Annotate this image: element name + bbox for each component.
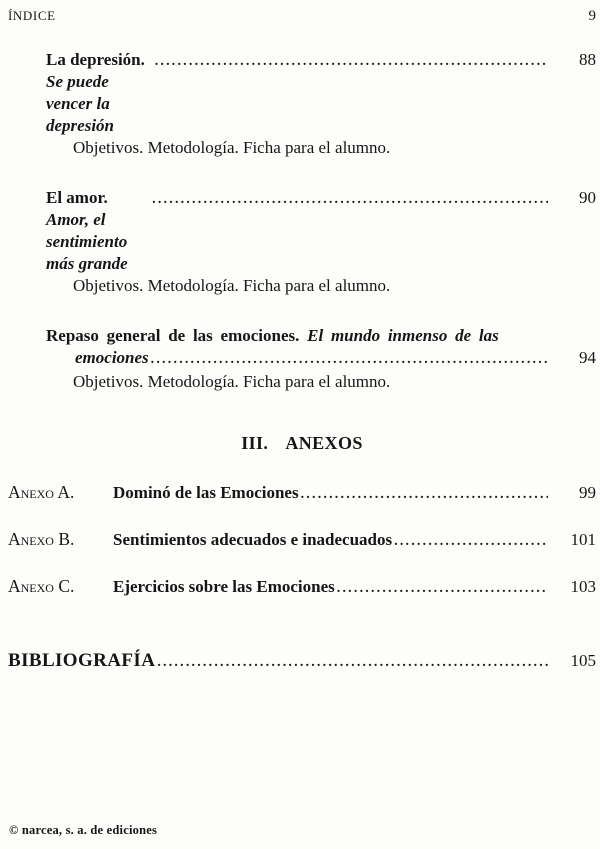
copyright-notice: © narcea, s. a. de ediciones: [9, 823, 158, 837]
page-number: 94: [579, 348, 596, 367]
section-number: III.: [241, 433, 269, 453]
page-number: 103: [570, 577, 596, 596]
page-number: 90: [579, 188, 596, 207]
section-title: ANEXOS: [285, 433, 363, 453]
entry-subtitle: Objetivos. Metodología. Ficha para el alumno.: [73, 372, 391, 391]
toc-entry-depresion: [46, 49, 596, 137]
dot-leader: [394, 529, 548, 553]
annex-label: Anexo B.: [8, 529, 75, 549]
entry-title: [46, 187, 150, 275]
entry-title-italic: Se puede vencer la depresión: [46, 72, 114, 135]
annex-row-a: [8, 481, 596, 506]
entry-title: [46, 49, 153, 137]
running-title: ÍNDICE: [8, 8, 56, 23]
annex-title: Ejercicios sobre las Emociones: [113, 577, 335, 596]
page-number: 88: [579, 50, 596, 69]
annex-label: Anexo A.: [8, 482, 75, 502]
entry-title-italic-continued: emociones: [75, 348, 149, 367]
annex-title: Dominó de las Emociones: [113, 483, 299, 502]
entry-subtitle: Objetivos. Metodología. Ficha para el alumno.: [73, 276, 391, 295]
dot-leader: [151, 347, 548, 371]
annex-row-b: [8, 528, 596, 553]
page-header: [8, 8, 596, 24]
entry-title-main: El amor.: [46, 188, 108, 207]
page-number: 101: [570, 530, 596, 549]
section-heading-anexos: [8, 431, 596, 455]
entry-subtitle: Objetivos. Metodología. Ficha para el alumno.: [73, 138, 391, 157]
toc-entry-repaso-line1: [46, 325, 596, 347]
page-number: 99: [579, 483, 596, 502]
annex-title: Sentimientos adecuados e inadecuados: [113, 530, 393, 549]
toc-entry-repaso-line2: [75, 347, 596, 371]
entry-title-italic: Amor, el sentimiento más grande: [46, 210, 128, 273]
toc-entry-amor: [46, 187, 596, 275]
dot-leader: [152, 187, 548, 211]
header-page-number: 9: [588, 8, 596, 24]
page-number: 105: [570, 651, 596, 670]
bibliography-row: [8, 648, 596, 676]
entry-title-italic: El mundo inmenso de las: [307, 326, 499, 345]
dot-leader: [157, 648, 548, 676]
dot-leader: [337, 576, 548, 600]
dot-leader: [301, 482, 548, 506]
dot-leader: [155, 49, 548, 73]
entry-title-main: La depresión.: [46, 50, 145, 69]
annex-row-c: [8, 575, 596, 600]
annex-label: Anexo C.: [8, 576, 75, 596]
bibliography-title: BIBLIOGRAFÍA: [8, 650, 156, 671]
entry-title-main: Repaso general de las emociones.: [46, 326, 300, 345]
